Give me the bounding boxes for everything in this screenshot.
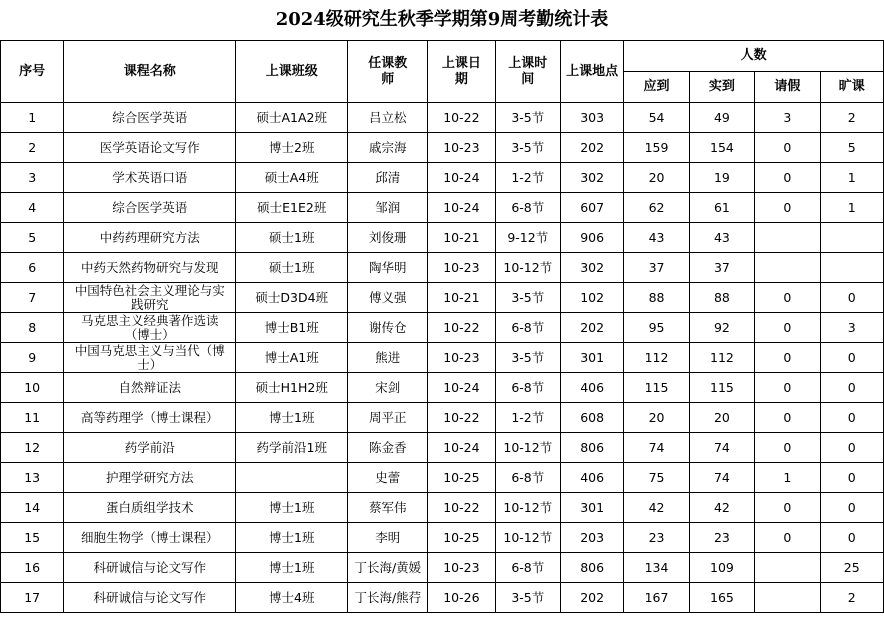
cell-location[interactable]: 806	[560, 553, 623, 583]
cell-teacher[interactable]: 谢传仓	[348, 313, 428, 343]
cell-seq[interactable]: 3	[1, 163, 64, 193]
cell-course[interactable]	[64, 253, 236, 283]
cell-seq[interactable]: 5	[1, 223, 64, 253]
cell-time[interactable]: 3-5节	[495, 343, 560, 373]
cell-class[interactable]: 硕士H1H2班	[236, 373, 348, 403]
cell-course[interactable]	[64, 493, 236, 523]
header-teacher[interactable]	[348, 41, 428, 103]
cell-course[interactable]	[64, 523, 236, 553]
cell-date[interactable]: 10-23	[428, 343, 495, 373]
cell-class[interactable]: 博士4班	[236, 583, 348, 613]
table-row	[1, 163, 884, 193]
header-leave[interactable]: 请假	[755, 72, 820, 103]
header-location-label: 上课地点	[566, 63, 619, 79]
header-time[interactable]	[495, 41, 560, 103]
cell-location[interactable]: 202	[560, 313, 623, 343]
cell-teacher[interactable]: 李明	[348, 523, 428, 553]
course-name: 细胞生物学（博士课程）	[80, 530, 219, 545]
header-teacher-label: 任课教师	[368, 55, 408, 87]
cell-absent[interactable]: 0	[820, 433, 883, 463]
cell-class[interactable]: 硕士A1A2班	[236, 103, 348, 133]
course-name: 高等药理学（博士课程）	[80, 410, 219, 425]
cell-class[interactable]: 硕士1班	[236, 253, 348, 283]
cell-course[interactable]	[64, 103, 236, 133]
cell-absent[interactable]: 0	[820, 403, 883, 433]
cell-location[interactable]: 202	[560, 133, 623, 163]
cell-location[interactable]: 301	[560, 493, 623, 523]
cell-leave[interactable]: 1	[755, 463, 820, 493]
cell-expected[interactable]: 115	[624, 373, 689, 403]
cell-absent[interactable]: 0	[820, 373, 883, 403]
cell-location[interactable]: 608	[560, 403, 623, 433]
cell-class[interactable]: 博士1班	[236, 553, 348, 583]
header-row	[1, 41, 884, 72]
cell-absent[interactable]	[820, 223, 883, 253]
cell-date[interactable]: 10-22	[428, 103, 495, 133]
header-time-label: 上课时间	[508, 55, 548, 87]
header-absent[interactable]: 旷课	[820, 72, 883, 103]
cell-leave[interactable]: 0	[755, 133, 820, 163]
cell-location[interactable]: 906	[560, 223, 623, 253]
cell-date[interactable]: 10-22	[428, 493, 495, 523]
course-name: 医学英语论文写作	[99, 140, 200, 155]
cell-course[interactable]	[64, 133, 236, 163]
cell-time[interactable]: 1-2节	[495, 403, 560, 433]
cell-class[interactable]: 博士2班	[236, 133, 348, 163]
cell-leave[interactable]	[755, 253, 820, 283]
cell-course[interactable]	[64, 343, 236, 373]
header-location[interactable]	[560, 41, 623, 103]
cell-expected[interactable]: 159	[624, 133, 689, 163]
cell-leave[interactable]: 0	[755, 433, 820, 463]
cell-expected[interactable]: 74	[624, 433, 689, 463]
cell-absent[interactable]: 0	[820, 493, 883, 523]
table-row	[1, 103, 884, 133]
cell-actual[interactable]: 20	[689, 403, 754, 433]
cell-time[interactable]: 6-8节	[495, 463, 560, 493]
cell-teacher[interactable]: 陶华明	[348, 253, 428, 283]
course-name: 中药天然药物研究与发现	[80, 260, 219, 275]
cell-expected[interactable]: 134	[624, 553, 689, 583]
cell-actual[interactable]: 61	[689, 193, 754, 223]
cell-leave[interactable]: 0	[755, 343, 820, 373]
cell-teacher[interactable]: 刘俊珊	[348, 223, 428, 253]
cell-teacher[interactable]: 陈金香	[348, 433, 428, 463]
cell-leave[interactable]: 0	[755, 193, 820, 223]
cell-actual[interactable]: 112	[689, 343, 754, 373]
course-name: 护理学研究方法	[105, 470, 194, 485]
cell-expected[interactable]: 62	[624, 193, 689, 223]
header-date-label: 上课日期	[441, 55, 481, 87]
cell-teacher[interactable]: 戚宗海	[348, 133, 428, 163]
cell-date[interactable]: 10-24	[428, 193, 495, 223]
cell-course[interactable]	[64, 583, 236, 613]
attendance-table	[0, 40, 884, 613]
cell-actual[interactable]: 23	[689, 523, 754, 553]
table-row	[1, 553, 884, 583]
cell-teacher[interactable]: 吕立松	[348, 103, 428, 133]
cell-course[interactable]	[64, 373, 236, 403]
cell-time[interactable]: 6-8节	[495, 373, 560, 403]
course-name: 综合医学英语	[112, 200, 188, 215]
course-name: 蛋白质组学技术	[105, 500, 194, 515]
cell-class[interactable]: 博士1班	[236, 403, 348, 433]
cell-date[interactable]: 10-26	[428, 583, 495, 613]
course-name: 科研诚信与论文写作	[93, 590, 206, 605]
cell-expected[interactable]: 20	[624, 403, 689, 433]
cell-date[interactable]: 10-25	[428, 463, 495, 493]
cell-location[interactable]: 302	[560, 253, 623, 283]
cell-course[interactable]	[64, 223, 236, 253]
cell-seq[interactable]: 14	[1, 493, 64, 523]
cell-seq[interactable]: 15	[1, 523, 64, 553]
cell-leave[interactable]	[755, 223, 820, 253]
cell-time[interactable]: 3-5节	[495, 133, 560, 163]
cell-expected[interactable]: 88	[624, 283, 689, 313]
cell-time[interactable]: 3-5节	[495, 583, 560, 613]
cell-class[interactable]: 药学前沿1班	[236, 433, 348, 463]
cell-expected[interactable]: 42	[624, 493, 689, 523]
table-row	[1, 433, 884, 463]
course-name: 学术英语口语	[112, 170, 188, 185]
header-class[interactable]: 上课班级	[236, 41, 348, 103]
header-course[interactable]: 课程名称	[64, 41, 236, 103]
cell-time[interactable]: 10-12节	[495, 523, 560, 553]
cell-seq[interactable]: 6	[1, 253, 64, 283]
cell-location[interactable]: 303	[560, 103, 623, 133]
table-row	[1, 283, 884, 313]
cell-absent[interactable]: 0	[820, 283, 883, 313]
cell-course[interactable]	[64, 403, 236, 433]
table-row	[1, 193, 884, 223]
cell-expected[interactable]: 23	[624, 523, 689, 553]
cell-absent[interactable]: 3	[820, 313, 883, 343]
cell-location[interactable]: 203	[560, 523, 623, 553]
course-name: 中药药理研究方法	[99, 230, 200, 245]
cell-expected[interactable]: 54	[624, 103, 689, 133]
course-name: 药学前沿	[124, 440, 175, 455]
cell-date[interactable]: 10-22	[428, 403, 495, 433]
cell-absent[interactable]: 1	[820, 193, 883, 223]
sheet-title: 2024级研究生秋季学期第9周考勤统计表	[275, 9, 609, 30]
cell-leave[interactable]: 0	[755, 493, 820, 523]
header-date[interactable]	[428, 41, 495, 103]
cell-date[interactable]: 10-21	[428, 283, 495, 313]
course-name: 科研诚信与论文写作	[93, 560, 206, 575]
cell-absent[interactable]: 25	[820, 553, 883, 583]
cell-seq[interactable]: 2	[1, 133, 64, 163]
cell-course[interactable]	[64, 313, 236, 343]
cell-course[interactable]	[64, 463, 236, 493]
course-name: 中国特色社会主义理论与实践研究	[74, 283, 225, 312]
cell-actual[interactable]: 49	[689, 103, 754, 133]
cell-course[interactable]	[64, 553, 236, 583]
cell-class[interactable]	[236, 463, 348, 493]
table-row	[1, 493, 884, 523]
cell-leave[interactable]: 0	[755, 403, 820, 433]
cell-date[interactable]: 10-24	[428, 163, 495, 193]
table-row	[1, 253, 884, 283]
cell-leave[interactable]: 0	[755, 283, 820, 313]
cell-actual[interactable]: 74	[689, 433, 754, 463]
cell-location[interactable]: 302	[560, 163, 623, 193]
cell-course[interactable]	[64, 433, 236, 463]
cell-class[interactable]: 博士A1班	[236, 343, 348, 373]
cell-expected[interactable]: 43	[624, 223, 689, 253]
table-row	[1, 583, 884, 613]
cell-location[interactable]: 102	[560, 283, 623, 313]
cell-leave[interactable]: 3	[755, 103, 820, 133]
cell-absent[interactable]: 5	[820, 133, 883, 163]
cell-leave[interactable]: 0	[755, 523, 820, 553]
cell-date[interactable]: 10-24	[428, 433, 495, 463]
cell-seq[interactable]: 12	[1, 433, 64, 463]
table-row	[1, 463, 884, 493]
cell-seq[interactable]: 9	[1, 343, 64, 373]
cell-time[interactable]: 6-8节	[495, 193, 560, 223]
cell-time[interactable]: 10-12节	[495, 253, 560, 283]
cell-leave[interactable]: 0	[755, 163, 820, 193]
cell-location[interactable]: 607	[560, 193, 623, 223]
cell-expected[interactable]: 20	[624, 163, 689, 193]
cell-leave[interactable]	[755, 583, 820, 613]
cell-seq[interactable]: 8	[1, 313, 64, 343]
cell-absent[interactable]: 0	[820, 343, 883, 373]
cell-date[interactable]: 10-25	[428, 523, 495, 553]
cell-date[interactable]: 10-21	[428, 223, 495, 253]
cell-actual[interactable]: 92	[689, 313, 754, 343]
cell-expected[interactable]: 75	[624, 463, 689, 493]
cell-leave[interactable]: 0	[755, 313, 820, 343]
cell-expected[interactable]: 167	[624, 583, 689, 613]
cell-actual[interactable]: 74	[689, 463, 754, 493]
cell-teacher[interactable]: 傅义强	[348, 283, 428, 313]
cell-time[interactable]: 10-12节	[495, 493, 560, 523]
table-row	[1, 403, 884, 433]
cell-location[interactable]: 301	[560, 343, 623, 373]
cell-actual[interactable]: 19	[689, 163, 754, 193]
cell-class[interactable]: 硕士1班	[236, 223, 348, 253]
cell-date[interactable]: 10-24	[428, 373, 495, 403]
cell-course[interactable]	[64, 283, 236, 313]
cell-actual[interactable]: 88	[689, 283, 754, 313]
cell-time[interactable]: 9-12节	[495, 223, 560, 253]
cell-teacher[interactable]: 周平正	[348, 403, 428, 433]
cell-time[interactable]: 3-5节	[495, 283, 560, 313]
cell-date[interactable]: 10-23	[428, 133, 495, 163]
cell-seq[interactable]: 16	[1, 553, 64, 583]
cell-time[interactable]: 10-12节	[495, 433, 560, 463]
cell-class[interactable]: 硕士E1E2班	[236, 193, 348, 223]
cell-actual[interactable]: 43	[689, 223, 754, 253]
cell-course[interactable]	[64, 163, 236, 193]
cell-actual[interactable]: 165	[689, 583, 754, 613]
cell-teacher[interactable]: 蔡军伟	[348, 493, 428, 523]
cell-time[interactable]: 6-8节	[495, 553, 560, 583]
course-name: 中国马克思主义与当代（博士）	[74, 343, 225, 372]
cell-actual[interactable]: 42	[689, 493, 754, 523]
cell-date[interactable]: 10-22	[428, 313, 495, 343]
cell-seq[interactable]: 17	[1, 583, 64, 613]
cell-class[interactable]: 博士B1班	[236, 313, 348, 343]
cell-seq[interactable]: 1	[1, 103, 64, 133]
cell-teacher[interactable]: 邹润	[348, 193, 428, 223]
cell-location[interactable]: 202	[560, 583, 623, 613]
cell-course[interactable]	[64, 193, 236, 223]
cell-date[interactable]: 10-23	[428, 253, 495, 283]
cell-absent[interactable]: 2	[820, 103, 883, 133]
cell-class[interactable]: 硕士A4班	[236, 163, 348, 193]
cell-absent[interactable]: 0	[820, 463, 883, 493]
cell-leave[interactable]	[755, 553, 820, 583]
table-row	[1, 343, 884, 373]
cell-seq[interactable]: 10	[1, 373, 64, 403]
table-body	[1, 103, 884, 613]
cell-location[interactable]: 406	[560, 463, 623, 493]
cell-seq[interactable]: 4	[1, 193, 64, 223]
header-count-group[interactable]: 人数	[624, 41, 884, 72]
cell-time[interactable]: 3-5节	[495, 103, 560, 133]
cell-time[interactable]: 1-2节	[495, 163, 560, 193]
header-seq[interactable]: 序号	[1, 41, 64, 103]
table-row	[1, 373, 884, 403]
cell-actual[interactable]: 37	[689, 253, 754, 283]
cell-teacher[interactable]: 宋剑	[348, 373, 428, 403]
cell-seq[interactable]: 13	[1, 463, 64, 493]
cell-leave[interactable]: 0	[755, 373, 820, 403]
cell-actual[interactable]: 115	[689, 373, 754, 403]
cell-date[interactable]: 10-23	[428, 553, 495, 583]
header-actual[interactable]: 实到	[689, 72, 754, 103]
cell-teacher[interactable]: 邱清	[348, 163, 428, 193]
cell-teacher[interactable]: 丁长海/熊荇	[348, 583, 428, 613]
cell-absent[interactable]: 2	[820, 583, 883, 613]
cell-time[interactable]: 6-8节	[495, 313, 560, 343]
table-row	[1, 223, 884, 253]
cell-expected[interactable]: 112	[624, 343, 689, 373]
cell-location[interactable]: 806	[560, 433, 623, 463]
cell-actual[interactable]: 154	[689, 133, 754, 163]
cell-class[interactable]: 硕士D3D4班	[236, 283, 348, 313]
cell-expected[interactable]: 37	[624, 253, 689, 283]
cell-absent[interactable]: 1	[820, 163, 883, 193]
table-row	[1, 523, 884, 553]
cell-seq[interactable]: 11	[1, 403, 64, 433]
cell-teacher[interactable]: 史蕾	[348, 463, 428, 493]
cell-seq[interactable]: 7	[1, 283, 64, 313]
cell-class[interactable]: 博士1班	[236, 523, 348, 553]
cell-class[interactable]: 博士1班	[236, 493, 348, 523]
header-expected[interactable]: 应到	[624, 72, 689, 103]
cell-absent[interactable]: 0	[820, 523, 883, 553]
cell-actual[interactable]: 109	[689, 553, 754, 583]
table-row	[1, 133, 884, 163]
cell-teacher[interactable]: 丁长海/黄媛	[348, 553, 428, 583]
cell-location[interactable]: 406	[560, 373, 623, 403]
course-name: 综合医学英语	[112, 110, 188, 125]
cell-teacher[interactable]: 熊进	[348, 343, 428, 373]
course-name: 马克思主义经典著作选读（博士）	[80, 313, 219, 342]
cell-expected[interactable]: 95	[624, 313, 689, 343]
course-name: 自然辩证法	[118, 380, 181, 395]
table-row	[1, 313, 884, 343]
cell-absent[interactable]	[820, 253, 883, 283]
